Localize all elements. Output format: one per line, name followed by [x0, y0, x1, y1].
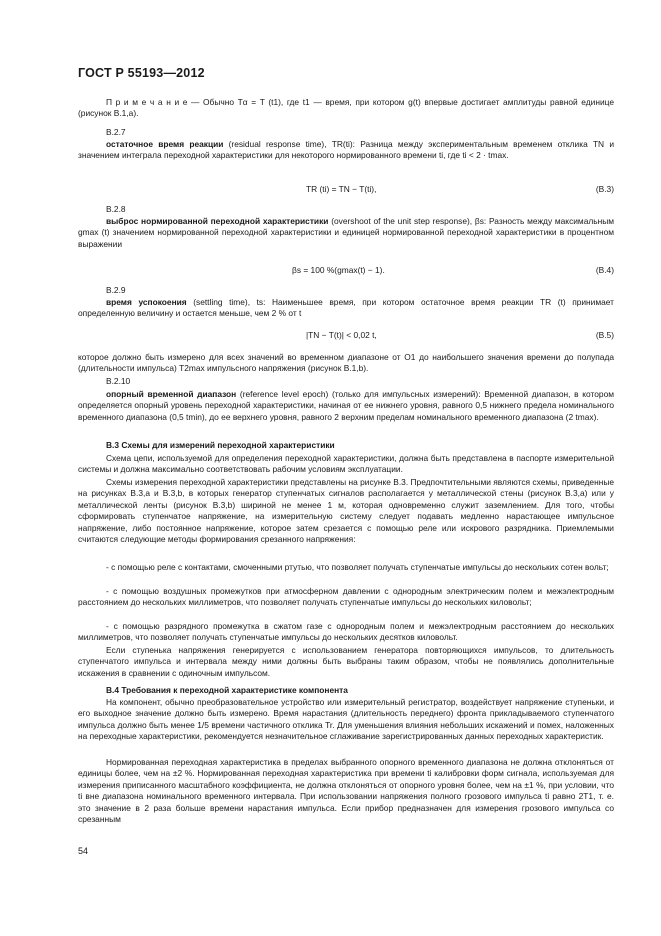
- formula-b5-number: (В.5): [595, 330, 614, 340]
- section-b3-para-2: Схемы измерения переходной характеристики представлены на рисунке В.3. Предпочтительными являются схемы, приведенные на рисунках В.3,а и В.3,b, в которых генератор ступенчатых сигналов располагается у металлической стены (рисунок В.3,а) или у металлической ленты (рисунок В.3,b) шириной не менее 1 м, которая одновременно служит заземлением. Для того, чтобы сформировать ступенчатое напряжение, на измерительную систему следует подавать медленно нарастающее импульсное напряжение, либо постоянное напряжение, которое затем срезается с помощью реле или искрового разрядника. Приемлемыми считаются следующие методы формирования срезанного напряжения:: [78, 477, 614, 545]
- clause-b27-label: В.2.7: [106, 127, 126, 137]
- section-b3-list-item-2: - с помощью воздушных промежутков при атмосферном давлении с однородным электрическим полем и межэлектродным расстоянием до нескольких миллиметров, что позволяет получать ступенчатые импульсы до нескольких киловольт;: [78, 586, 614, 608]
- clause-b27-text: (residual response time), TR(ti): Разница между экспериментальным временем отклика TN и значением интеграла переходной характеристики для некоторого нормированного времени ti, где ti < 2 · tmax.: [78, 139, 614, 161]
- clause-b29-label: В.2.9: [106, 285, 126, 295]
- section-b3-list-item-3: - с помощью разрядного промежутка в сжатом газе с однородным полем и межэлектродным расстоянием до нескольких миллиметров, что позволяет получать ступенчатые импульсы до нескольких десятков киловольт.: [78, 621, 614, 643]
- section-b3-para-1: Схема цепи, используемой для определения переходной характеристики, должна быть представлена в паспорте измерительной системы и должна максимально соответствовать рабочим условиям эксплуатации.: [78, 453, 614, 475]
- clause-b29-definition: [78, 297, 614, 320]
- clause-b29-text: (settling time), ts: Наименьшее время, при котором остаточное время реакции TR (t) принимает определенную величину и остается меньше, чем 2 % от t: [78, 297, 614, 319]
- term-b210: опорный временной диапазон: [106, 389, 237, 399]
- clause-b27-definition: [78, 139, 614, 162]
- formula-b3-number: (В.3): [595, 184, 614, 194]
- clause-b28-text: (overshoot of the unit step response), βs: Разность между максимальным gmax (t) значением нормированной переходной характеристики и единицей нормированной переходной характеристики в процентном выражении: [78, 216, 615, 249]
- clause-b28-label: В.2.8: [106, 204, 126, 214]
- formula-b4: βs = 100 %(gmax(t) − 1).: [292, 265, 385, 275]
- page-number: 54: [78, 846, 89, 856]
- formula-b3: TR (ti) = TN − T(ti),: [306, 184, 377, 194]
- document-header: ГОСТ Р 55193—2012: [78, 66, 205, 80]
- term-b28: выброс нормированной переходной характеристики: [106, 216, 329, 226]
- clause-b210-label: В.2.10: [106, 376, 131, 386]
- section-b3-para-3: Если ступенька напряжения генерируется с использованием генератора повторяющихся импульсов, то длительность ступенчатого импульса и интервала между ними должны быть выбраны таким образом, чтобы не появлялись дополнительные искажения в сравнении с одиночным импульсом.: [78, 645, 614, 678]
- section-b3-title: В.3 Схемы для измерений переходной характеристики: [106, 440, 335, 450]
- formula-b5: |TN − T(t)| < 0,02 t,: [306, 330, 377, 340]
- clause-b210-text: (reference level epoch) (только для импульсных измерений): Временной диапазон, в котором определяется опорный уровень переходной характеристики, начиная от ее нижнего уровня, равного 0,5 нижнего предела номинального временного диапазона (0,5 tmin), до ее верхнего уровня, равного 2 верхним пределам номинального временного диапазона (2 tmax).: [78, 389, 614, 422]
- formula-b4-number: (В.4): [595, 265, 614, 275]
- section-b4-para-1: На компонент, обычно преобразовательное устройство или измерительный регистратор, воздействует напряжение ступеньки, и его выходное значение должно быть измерено. Время нарастания (длительность переднего) фронта прикладываемого ступенчатого импульса должно быть менее 1/5 времени частичного отклика Tr. Для уменьшения влияния небольших искажений и помех, наложенных на переходные характеристики, рекомендуется незначительное сглаживание зарегистрированных данных переходных характеристик.: [78, 697, 614, 742]
- clause-b29-continuation: которое должно быть измерено для всех значений во временном диапазоне от O1 до наибольшего значения времени до полупада (длительности импульса) T2max импульсного напряжения (рисунок В.1,b).: [78, 352, 614, 374]
- clause-b210-definition: [78, 389, 614, 423]
- term-b29: время успокоения: [106, 297, 187, 307]
- section-b4-para-2: Нормированная переходная характеристика в пределах выбранного опорного временного диапазона не должна отклоняться от единицы более, чем на ±2 %. Нормированная переходная характеристика при времени ti калибровки форм сигнала, используемая для измерения приписанного масштабного коэффициента, не должна отклоняться от опорного уровня более, чем на ±1 %, при условии, что ti вне диапазона номинального временного интервала. При использовании напряжения полного грозового импульса ti равно 2T1, т. е. это значение в 2 раза больше времени нарастания импульса. Если прибор предназначен для измерения грозового импульса со срезанным: [78, 757, 614, 825]
- section-b4-title: В.4 Требования к переходной характеристике компонента: [106, 685, 348, 695]
- note-paragraph: П р и м е ч а н и е — Обычно Tα = T (t1), где t1 — время, при котором g(t) впервые достигает амплитуды равной единице (рисунок В.1,а).: [78, 97, 614, 119]
- term-b27: остаточное время реакции: [106, 139, 224, 149]
- clause-b28-definition: [78, 216, 614, 250]
- section-b3-list-item-1: - с помощью реле с контактами, смоченными ртутью, что позволяет получать ступенчатые импульсы до нескольких сотен вольт;: [106, 562, 609, 572]
